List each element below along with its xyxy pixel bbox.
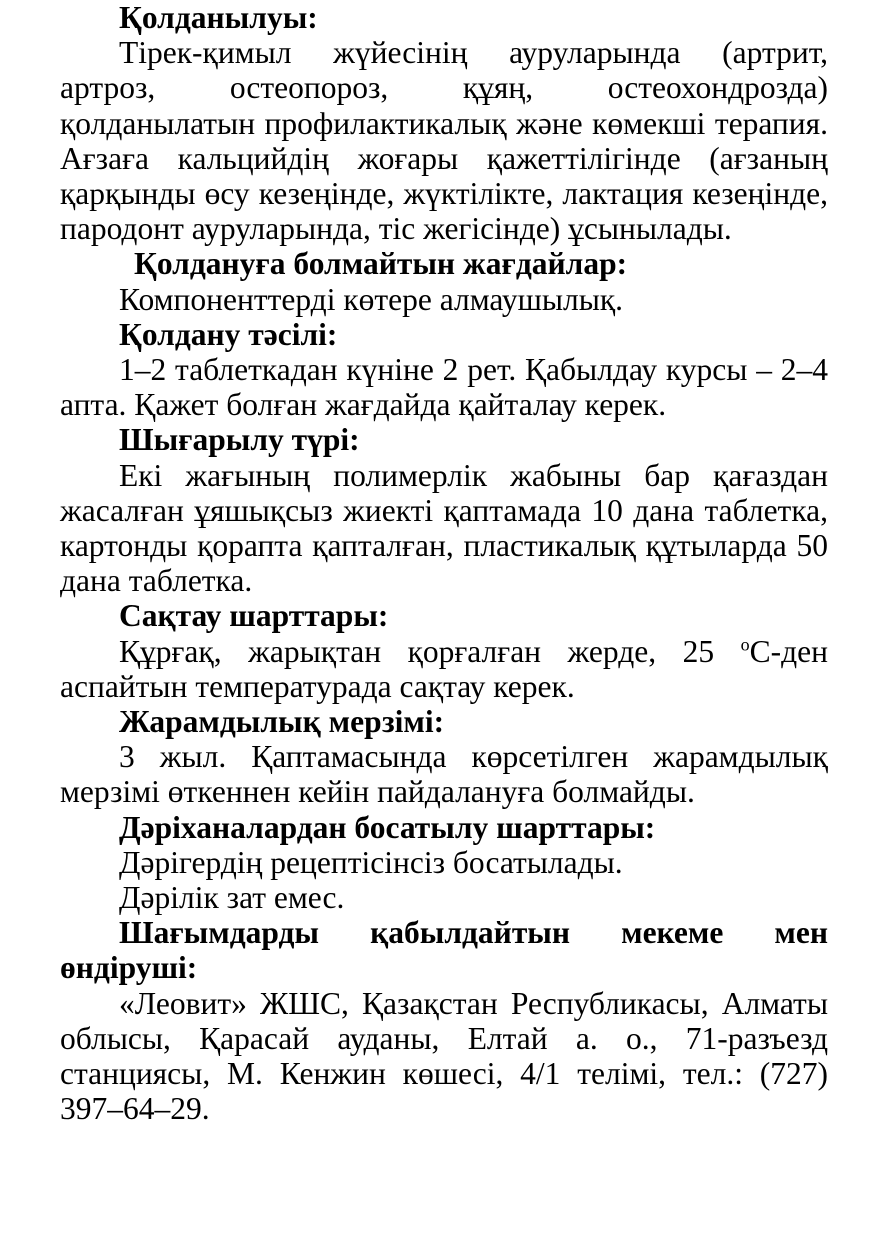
section-heading-shelf-life: Жарамдылық мерзімі:: [119, 704, 445, 740]
section-heading-storage: Сақтау шарттары:: [119, 598, 389, 634]
section-heading-contraindications: Қолдануға болмайтын жағдайлар:: [134, 246, 628, 282]
usage-text: Тірек-қимыл жүйесінің ауруларында (артрит, артроз, остеопороз, құяң, остеохондрозда) қолданылатын профилактикалық және көмекші терапия. Ағзаға кальцийдің жоғары қажеттілігінде (ағзаның қарқынды өсу кезеңінде, жүктілікте, лактация кезеңінде, пародонт ауруларында, тіс жегісінде) ұсынылады.: [60, 35, 828, 247]
shelf-life-text: 3 жыл. Қаптамасында көрсетілген жарамдылық мерзімі өткеннен кейін пайдалануға болмайды.: [60, 739, 828, 810]
section-heading-release-form: Шығарылу түрі:: [119, 422, 360, 458]
storage-text-before: Құрғақ, жарықтан қорғалған жерде, 25: [119, 633, 741, 669]
contraindications-text: Компоненттерді көтере алмаушылық.: [119, 281, 624, 317]
storage-text: [60, 634, 828, 704]
pharmacy-terms-text-2: Дәрілік зат емес.: [119, 880, 345, 916]
manufacturer-text: «Леовит» ЖШС, Қазақстан Республикасы, Алматы облысы, Қарасай ауданы, Елтай а. о., 71-разъезд станциясы, М. Кенжин көшесі, 4/1 телімі, тел.: (727) 397–64–29.: [60, 985, 828, 1127]
section-heading-pharmacy-terms: Дәріханалардан босатылу шарттары:: [119, 809, 656, 845]
dosage-text: 1–2 таблеткадан күніне 2 рет. Қабылдау курсы – 2–4 апта. Қажет болған жағдайда қайталау керек.: [60, 352, 828, 423]
section-heading-manufacturer: Шағымдарды қабылдайтын мекеме мен өндіруші:: [60, 915, 828, 986]
release-form-text: Екі жағының полимерлік жабыны бар қағаздан жасалған ұяшықсыз жиекті қаптамада 10 дана таблетка, картонды қорапта қапталған, пластикалық құтыларда 50 дана таблетка.: [60, 457, 828, 599]
degree-sign: o: [740, 634, 750, 655]
section-heading-dosage: Қолдану тәсілі:: [119, 316, 338, 352]
pharmacy-terms-text-1: Дәрігердің рецептісінсіз босатылады.: [119, 844, 623, 880]
section-heading-usage: Қолданылуы:: [119, 0, 318, 35]
storage-text-after: С-ден аспайтын температурада сақтау керек.: [60, 633, 828, 704]
document-page: [60, 0, 828, 1127]
